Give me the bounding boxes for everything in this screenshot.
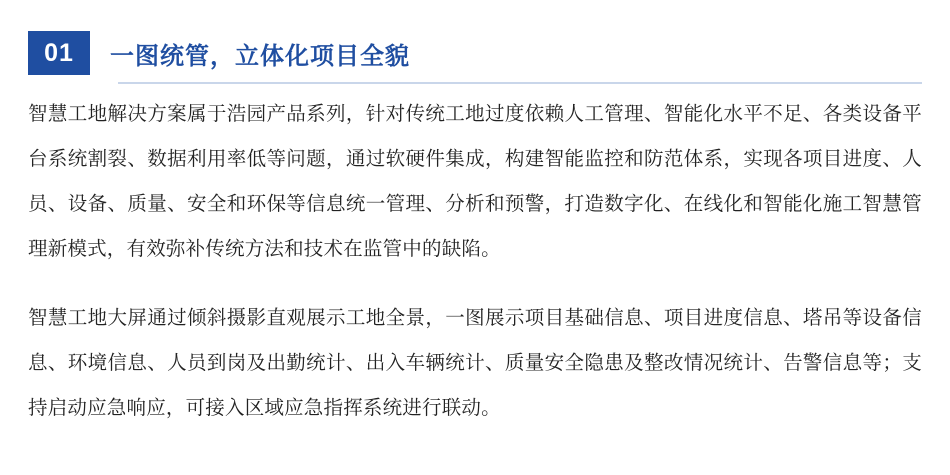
section-number-badge: 01 [28,31,90,75]
section-title: 一图统管，立体化项目全貌 [110,42,410,70]
paragraph-spacer [28,272,922,296]
section-header [28,30,922,76]
body-paragraph-1: 智慧工地解决方案属于浩园产品系列，针对传统工地过度依赖人工管理、智能化水平不足、各类设备平台系统割裂、数据利用率低等问题，通过软硬件集成，构建智能监控和防范体系，实现各项目进度、人员、设备、质量、安全和环保等信息统一管理、分析和预警，打造数字化、在线化和智能化施工智慧管理新模式，有效弥补传统方法和技术在监管中的缺陷。 [28,103,922,260]
header-divider-rule [118,82,922,84]
body-paragraph-2: 智慧工地大屏通过倾斜摄影直观展示工地全景，一图展示项目基础信息、项目进度信息、塔吊等设备信息、环境信息、人员到岗及出勤统计、出入车辆统计、质量安全隐患及整改情况统计、告警信息等；支持启动应急响应，可接入区域应急指挥系统进行联动。 [28,307,922,419]
